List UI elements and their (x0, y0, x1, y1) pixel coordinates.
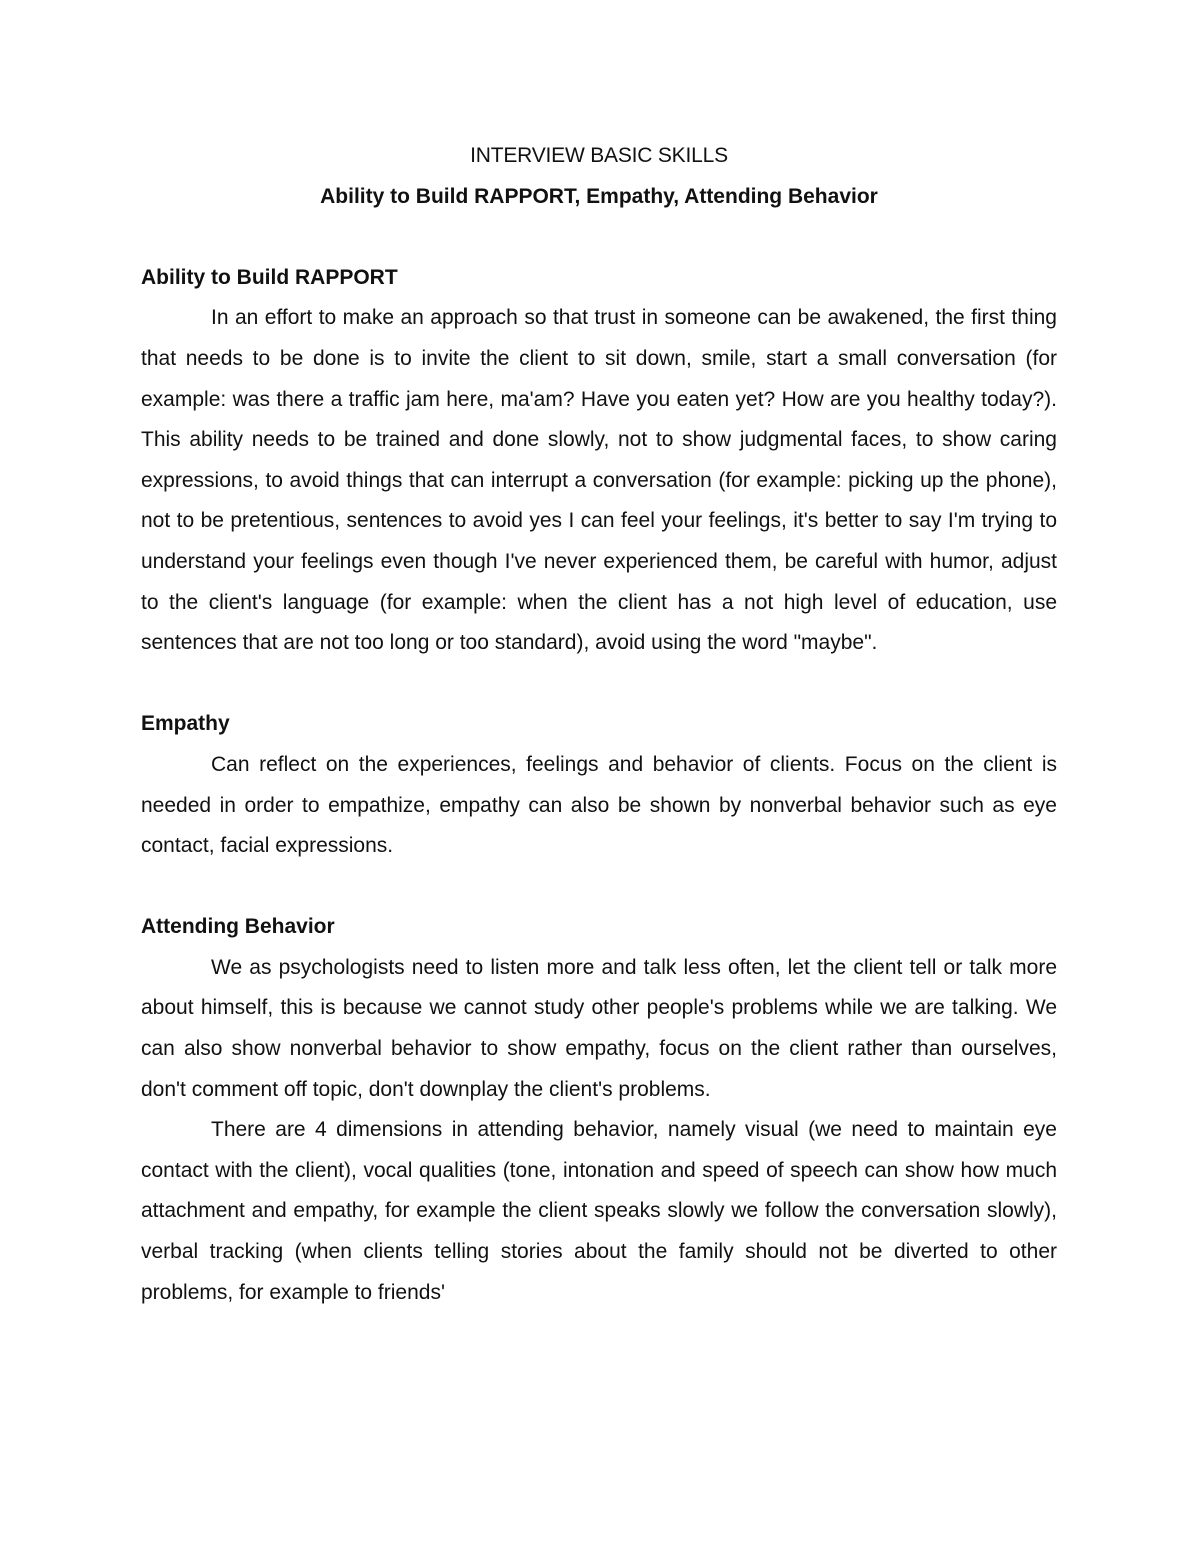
document-page (141, 136, 1057, 1313)
spacer (141, 664, 1057, 705)
section-attending-behavior (141, 907, 1057, 1313)
section-heading-rapport: Ability to Build RAPPORT (141, 265, 398, 289)
document-title: INTERVIEW BASIC SKILLS (470, 144, 728, 167)
document-subtitle: Ability to Build RAPPORT, Empathy, Attending Behavior (320, 184, 878, 208)
paragraph-attending-behavior-2: There are 4 dimensions in attending behavior, namely visual (we need to maintain eye contact with the client), vocal qualities (tone, intonation and speed of speech can show how much attachment and empathy, for example the client speaks slowly we follow the conversation slowly), verbal tracking (when clients telling stories about the family should not be diverted to other problems, for example to friends' (141, 1118, 1057, 1304)
spacer (141, 867, 1057, 908)
section-heading-empathy: Empathy (141, 712, 230, 736)
spacer (141, 217, 1057, 258)
paragraph-attending-behavior-1: We as psychologists need to listen more and talk less often, let the client tell or talk more about himself, this is because we cannot study other people's problems while we are talking. We can also show nonverbal behavior to show empathy, focus on the client rather than ourselves, don't comment off topic, don't downplay the client's problems. (141, 955, 1057, 1101)
paragraph-rapport: In an effort to make an approach so that trust in someone can be awakened, the first thing that needs to be done is to invite the client to sit down, smile, start a small conversation (for example: was there a traffic jam here, ma'am? Have you eaten yet? How are you healthy today?). This ability needs to be trained and done slowly, not to show judgmental faces, to show caring expressions, to avoid things that can interrupt a conversation (for example: picking up the phone), not to be pretentious, sentences to avoid yes I can feel your feelings, it's better to say I'm trying to understand your feelings even though I've never experienced them, be careful with humor, adjust to the client's language (for example: when the client has a not high level of education, use sentences that are not too long or too standard), avoid using the word "maybe". (141, 306, 1057, 655)
section-rapport (141, 258, 1057, 664)
paragraph-empathy: Can reflect on the experiences, feelings and behavior of clients. Focus on the client is needed in order to empathize, empathy can also be shown by nonverbal behavior such as eye contact, facial expressions. (141, 752, 1057, 858)
section-empathy (141, 704, 1057, 866)
section-heading-attending-behavior: Attending Behavior (141, 915, 335, 939)
